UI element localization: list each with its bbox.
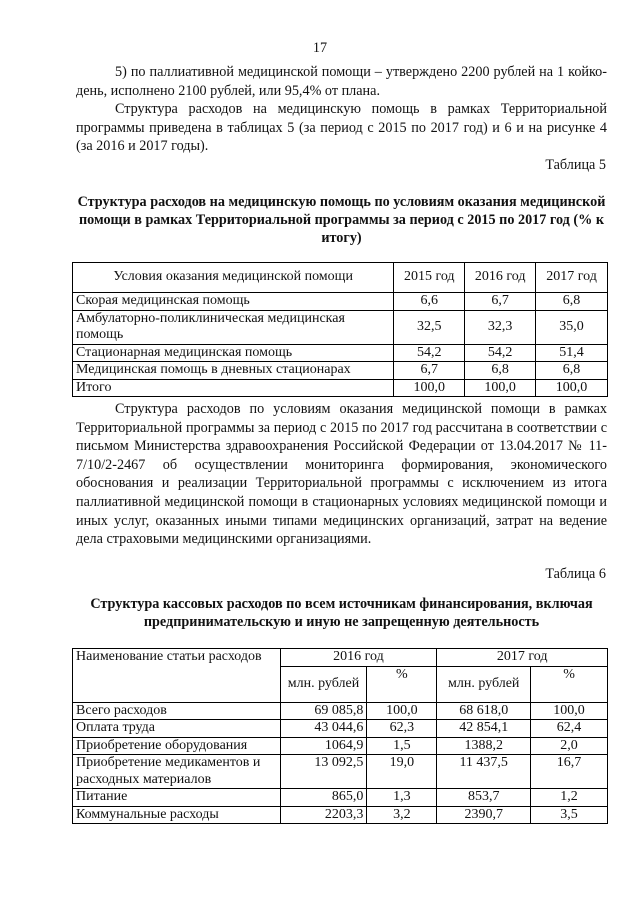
unit-mln-2016: млн. рублей	[280, 666, 367, 702]
table6-title: Структура кассовых расходов по всем источникам финансирования, включая предпринимательскую и иную не запрещенную деятельность	[90, 596, 593, 630]
value-2017: 6,8	[536, 362, 608, 380]
value-2015: 6,6	[394, 293, 465, 311]
pct-2016: 100,0	[367, 702, 437, 720]
row-name: Итого	[73, 379, 394, 397]
table-row	[73, 344, 608, 362]
value-2017: 35,0	[536, 310, 608, 344]
table-row	[73, 702, 608, 720]
table-row	[73, 310, 608, 344]
value-2016: 100,0	[465, 379, 536, 397]
value-2016: 6,8	[465, 362, 536, 380]
row-name: Медицинская помощь в дневных стационарах	[73, 362, 394, 380]
pct-2016: 62,3	[367, 720, 437, 738]
table6-header-2017: 2017 год	[437, 649, 608, 667]
pct-2017: 100,0	[531, 702, 608, 720]
mln-2016: 13 092,5	[280, 755, 367, 789]
table5-header-conditions: Условия оказания медицинской помощи	[73, 263, 394, 293]
pct-2016: 1,5	[367, 737, 437, 755]
table5	[72, 262, 608, 397]
table5-label: Таблица 5	[545, 157, 606, 173]
mln-2017: 68 618,0	[437, 702, 531, 720]
row-name: Оплата труда	[73, 720, 281, 738]
row-name: Скорая медицинская помощь	[73, 293, 394, 311]
value-2016: 6,7	[465, 293, 536, 311]
value-2015: 32,5	[394, 310, 465, 344]
mln-2016: 43 044,6	[280, 720, 367, 738]
pct-2016: 3,2	[367, 806, 437, 824]
mln-2017: 1388,2	[437, 737, 531, 755]
mln-2017: 853,7	[437, 789, 531, 807]
table-row	[73, 789, 608, 807]
pct-2017: 3,5	[531, 806, 608, 824]
value-2017: 6,8	[536, 293, 608, 311]
row-name: Коммунальные расходы	[73, 806, 281, 824]
table-row	[73, 737, 608, 755]
table5-header-2017: 2017 год	[536, 263, 608, 293]
intro-paragraph-2: Структура расходов на медицинскую помощь в рамках Территориальной программы приведена в таблицах 5 (за период с 2015 по 2017 год) и 6 и на рисунке 4 (за 2016 и 2017 годы).	[76, 101, 607, 155]
table-row	[73, 755, 608, 789]
row-name: Приобретение оборудования	[73, 737, 281, 755]
pct-2017: 1,2	[531, 789, 608, 807]
table5-header-2015: 2015 год	[394, 263, 465, 293]
unit-pct-2016: %	[367, 666, 437, 702]
table6	[72, 648, 608, 824]
value-2017: 100,0	[536, 379, 608, 397]
mln-2016: 69 085,8	[280, 702, 367, 720]
table-row	[73, 293, 608, 311]
mln-2016: 2203,3	[280, 806, 367, 824]
page-number: 17	[312, 40, 328, 56]
value-2015: 54,2	[394, 344, 465, 362]
methodology-paragraph: Структура расходов по условиям оказания медицинской помощи в рамках Территориальной программы за период с 2015 по 2017 год рассчитана в соответствии с письмом Министерства здравоохранения Российской Федерации от 13.04.2017 № 11-7/10/2-2467 об осуществлении мониторинга формирования, экономического обоснования и реализации Территориальной программы с исключением из итога паллиативной медицинской помощи в стационарных условиях медицинской помощи и иных услуг, оказанных иными типами медицинских организаций, затрат на ведение дела страховыми медицинскими организациями.	[76, 401, 607, 548]
mln-2016: 865,0	[280, 789, 367, 807]
row-name: Приобретение медикаментов и расходных материалов	[73, 755, 281, 789]
table-row	[73, 379, 608, 397]
table6-label: Таблица 6	[545, 566, 606, 582]
pct-2016: 19,0	[367, 755, 437, 789]
table6-header-years-row	[73, 649, 608, 667]
table5-title: Структура расходов на медицинскую помощь по условиям оказания медицинской помощи в рамках Территориальной программы за период с 2015 по 2017 год (% к итогу)	[77, 194, 606, 246]
pct-2017: 62,4	[531, 720, 608, 738]
table5-header-row	[73, 263, 608, 293]
table6-header-name: Наименование статьи расходов	[73, 649, 281, 703]
row-name: Стационарная медицинская помощь	[73, 344, 394, 362]
value-2015: 100,0	[394, 379, 465, 397]
intro-paragraph-1: 5) по паллиативной медицинской помощи – утверждено 2200 рублей на 1 койко-день, исполнено 2100 рублей, или 95,4% от плана.	[76, 64, 607, 99]
mln-2017: 11 437,5	[437, 755, 531, 789]
pct-2017: 2,0	[531, 737, 608, 755]
table-row	[73, 362, 608, 380]
table6-header-2016: 2016 год	[280, 649, 437, 667]
table5-header-2016: 2016 год	[465, 263, 536, 293]
mln-2017: 2390,7	[437, 806, 531, 824]
value-2015: 6,7	[394, 362, 465, 380]
mln-2016: 1064,9	[280, 737, 367, 755]
row-name: Питание	[73, 789, 281, 807]
value-2016: 54,2	[465, 344, 536, 362]
unit-mln-2017: млн. рублей	[437, 666, 531, 702]
mln-2017: 42 854,1	[437, 720, 531, 738]
row-name: Всего расходов	[73, 702, 281, 720]
unit-pct-2017: %	[531, 666, 608, 702]
value-2017: 51,4	[536, 344, 608, 362]
value-2016: 32,3	[465, 310, 536, 344]
table-row	[73, 720, 608, 738]
table-row	[73, 806, 608, 824]
pct-2017: 16,7	[531, 755, 608, 789]
pct-2016: 1,3	[367, 789, 437, 807]
row-name: Амбулаторно-поликлиническая медицинская помощь	[73, 310, 394, 344]
